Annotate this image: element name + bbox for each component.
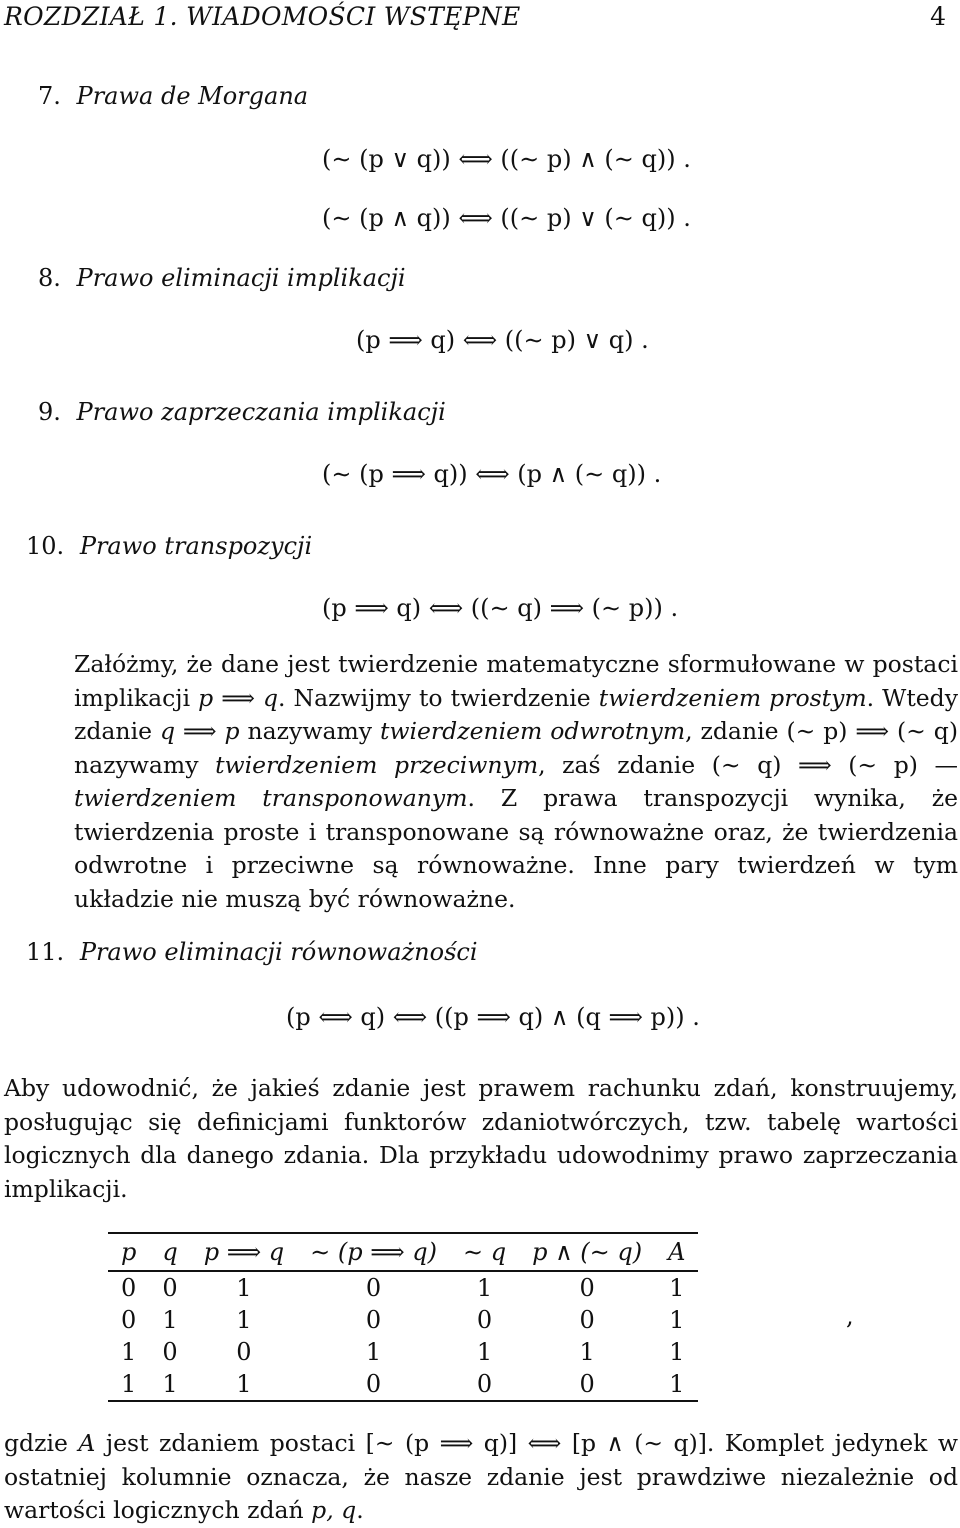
law-title: Prawo eliminacji implikacji: [76, 264, 406, 292]
table-cell: 0: [297, 1368, 450, 1401]
law-number: 10.: [26, 532, 65, 560]
paragraph-conclusion: [4, 1427, 958, 1528]
text-span: .: [356, 1496, 364, 1524]
table-header-cell: ∼ (p ⟹ q): [297, 1233, 450, 1271]
table-cell: 1: [669, 1306, 685, 1334]
text-span: . Z prawa transpozycji wynika, że twierdzenia proste i transponowane są równoważne oraz, że twierdzenia odwrotne i przeciwne są równoważne. Inne pary twierdzeń w tym układzie nie muszą być równoważne.: [74, 784, 958, 913]
table-cell: 1: [236, 1306, 252, 1334]
law-7-heading: [38, 82, 308, 110]
law-11-heading: [26, 938, 478, 966]
table-row: [108, 1271, 698, 1304]
table-cell: 1: [236, 1274, 252, 1302]
table-row: [108, 1368, 698, 1401]
table-cell: 0: [121, 1274, 137, 1302]
table-cell: 0: [476, 1306, 493, 1334]
table-cell: 1: [655, 1368, 698, 1401]
formula-equivalence-elimination: (p ⟺ q) ⟺ ((p ⟹ q) ∧ (q ⟹ p)) .: [286, 1003, 700, 1031]
table-cell: 1: [162, 1306, 178, 1334]
text-span: jest zdaniem postaci [∼ (p ⟹ q)] ⟺ [p ∧ (∼ q)]. Komplet jedynek w ostatniej kolumnie oznacza, że nasze zdanie jest prawdziwe niezależnie od wartości logicznych zdań: [4, 1429, 958, 1524]
table-header-cell: p ∧ (∼ q): [519, 1233, 655, 1271]
truth-table-header-row: [108, 1233, 698, 1271]
law-number: 8.: [38, 264, 61, 292]
emphasis-span: twierdzeniem prostym: [598, 683, 867, 712]
emphasis-span: twierdzeniem odwrotnym: [379, 717, 686, 745]
table-cell: 1: [108, 1368, 149, 1401]
table-trailing-comma: ,: [846, 1302, 854, 1330]
table-cell: 0: [579, 1274, 595, 1302]
formula-transposition: (p ⟹ q) ⟺ ((∼ q) ⟹ (∼ p)) .: [322, 594, 679, 622]
text-span: , zdanie (∼ p) ⟹ (∼ q) nazywamy: [74, 717, 959, 779]
table-cell: 0: [121, 1306, 137, 1334]
table-cell: 1: [365, 1338, 382, 1366]
table-header-cell: q: [149, 1233, 190, 1271]
emphasis-span: twierdzeniem transponowanym: [74, 784, 468, 812]
text-span: . Nazwijmy to twierdzenie: [278, 683, 599, 712]
text-span: . Wtedy zdanie: [74, 683, 959, 745]
formula-implication-negation: (∼ (p ⟹ q)) ⟺ (p ∧ (∼ q)) .: [322, 460, 662, 488]
table-cell: 1: [476, 1338, 493, 1366]
table-cell: 0: [236, 1338, 252, 1366]
table-cell: 1: [669, 1274, 685, 1302]
table-cell: 0: [365, 1306, 382, 1334]
text-span: Załóżmy, że dane jest twierdzenie matematyczne sformułowane w postaci implikacji: [74, 650, 958, 712]
law-10-heading: [26, 532, 312, 560]
table-cell: 1: [149, 1368, 190, 1401]
truth-table: [108, 1232, 698, 1402]
law-number: 9.: [38, 398, 61, 426]
table-cell: 1: [476, 1274, 493, 1302]
table-cell: 1: [669, 1338, 685, 1366]
table-header-cell: p: [108, 1233, 149, 1271]
law-title: Prawa de Morgana: [76, 82, 309, 110]
table-cell: 0: [162, 1338, 178, 1366]
formula-implication-elimination: (p ⟹ q) ⟺ ((∼ p) ∨ q) .: [356, 326, 649, 354]
table-row: [108, 1336, 698, 1368]
text-span: gdzie: [4, 1429, 79, 1457]
table-cell: 0: [162, 1274, 178, 1302]
math-span: p ⟹ q: [198, 683, 278, 712]
table-header-cell: A: [655, 1233, 698, 1271]
table-row: [108, 1304, 698, 1336]
law-title: Prawo eliminacji równoważności: [79, 938, 478, 966]
law-title: Prawo transpozycji: [79, 532, 313, 560]
math-span: q ⟹ p: [159, 717, 240, 745]
table-header-cell: p ⟹ q: [191, 1233, 297, 1271]
emphasis-span: twierdzeniem przeciwnym: [215, 750, 539, 779]
math-span: A: [78, 1429, 96, 1457]
law-9-heading: [38, 398, 446, 426]
table-header-cell: ∼ q: [450, 1233, 519, 1271]
table-cell: 0: [450, 1368, 519, 1401]
paragraph-theorem-types: [74, 648, 958, 916]
table-cell: 1: [121, 1338, 137, 1366]
law-8-heading: [38, 264, 406, 292]
paragraph-proof-method: Aby udowodnić, że jakieś zdanie jest prawem rachunku zdań, konstruujemy, posługując się definicjami funktorów zdaniotwórczych, tzw. tabelę wartości logicznych dla danego zdania. Dla przykładu udowodnimy prawo zaprzeczania implikacji.: [4, 1074, 958, 1203]
table-cell: 1: [579, 1338, 595, 1366]
page-number: 4: [930, 2, 946, 31]
table-cell: 0: [579, 1306, 595, 1334]
formula-de-morgan-1: (∼ (p ∨ q)) ⟺ ((∼ p) ∧ (∼ q)) .: [322, 145, 691, 173]
table-cell: 1: [191, 1368, 297, 1401]
text-span: , zaś zdanie (∼ q) ⟹ (∼ p) —: [538, 750, 958, 779]
law-title: Prawo zaprzeczania implikacji: [76, 398, 446, 426]
law-number: 7.: [38, 82, 61, 110]
law-number: 11.: [26, 938, 65, 966]
running-header: ROZDZIAŁ 1. WIADOMOŚCI WSTĘPNE: [4, 2, 521, 31]
math-span: p, q: [311, 1496, 357, 1524]
formula-de-morgan-2: (∼ (p ∧ q)) ⟺ ((∼ p) ∨ (∼ q)) .: [322, 204, 691, 232]
table-cell: 0: [519, 1368, 655, 1401]
text-span: nazywamy: [239, 717, 380, 745]
table-cell: 0: [365, 1274, 382, 1302]
